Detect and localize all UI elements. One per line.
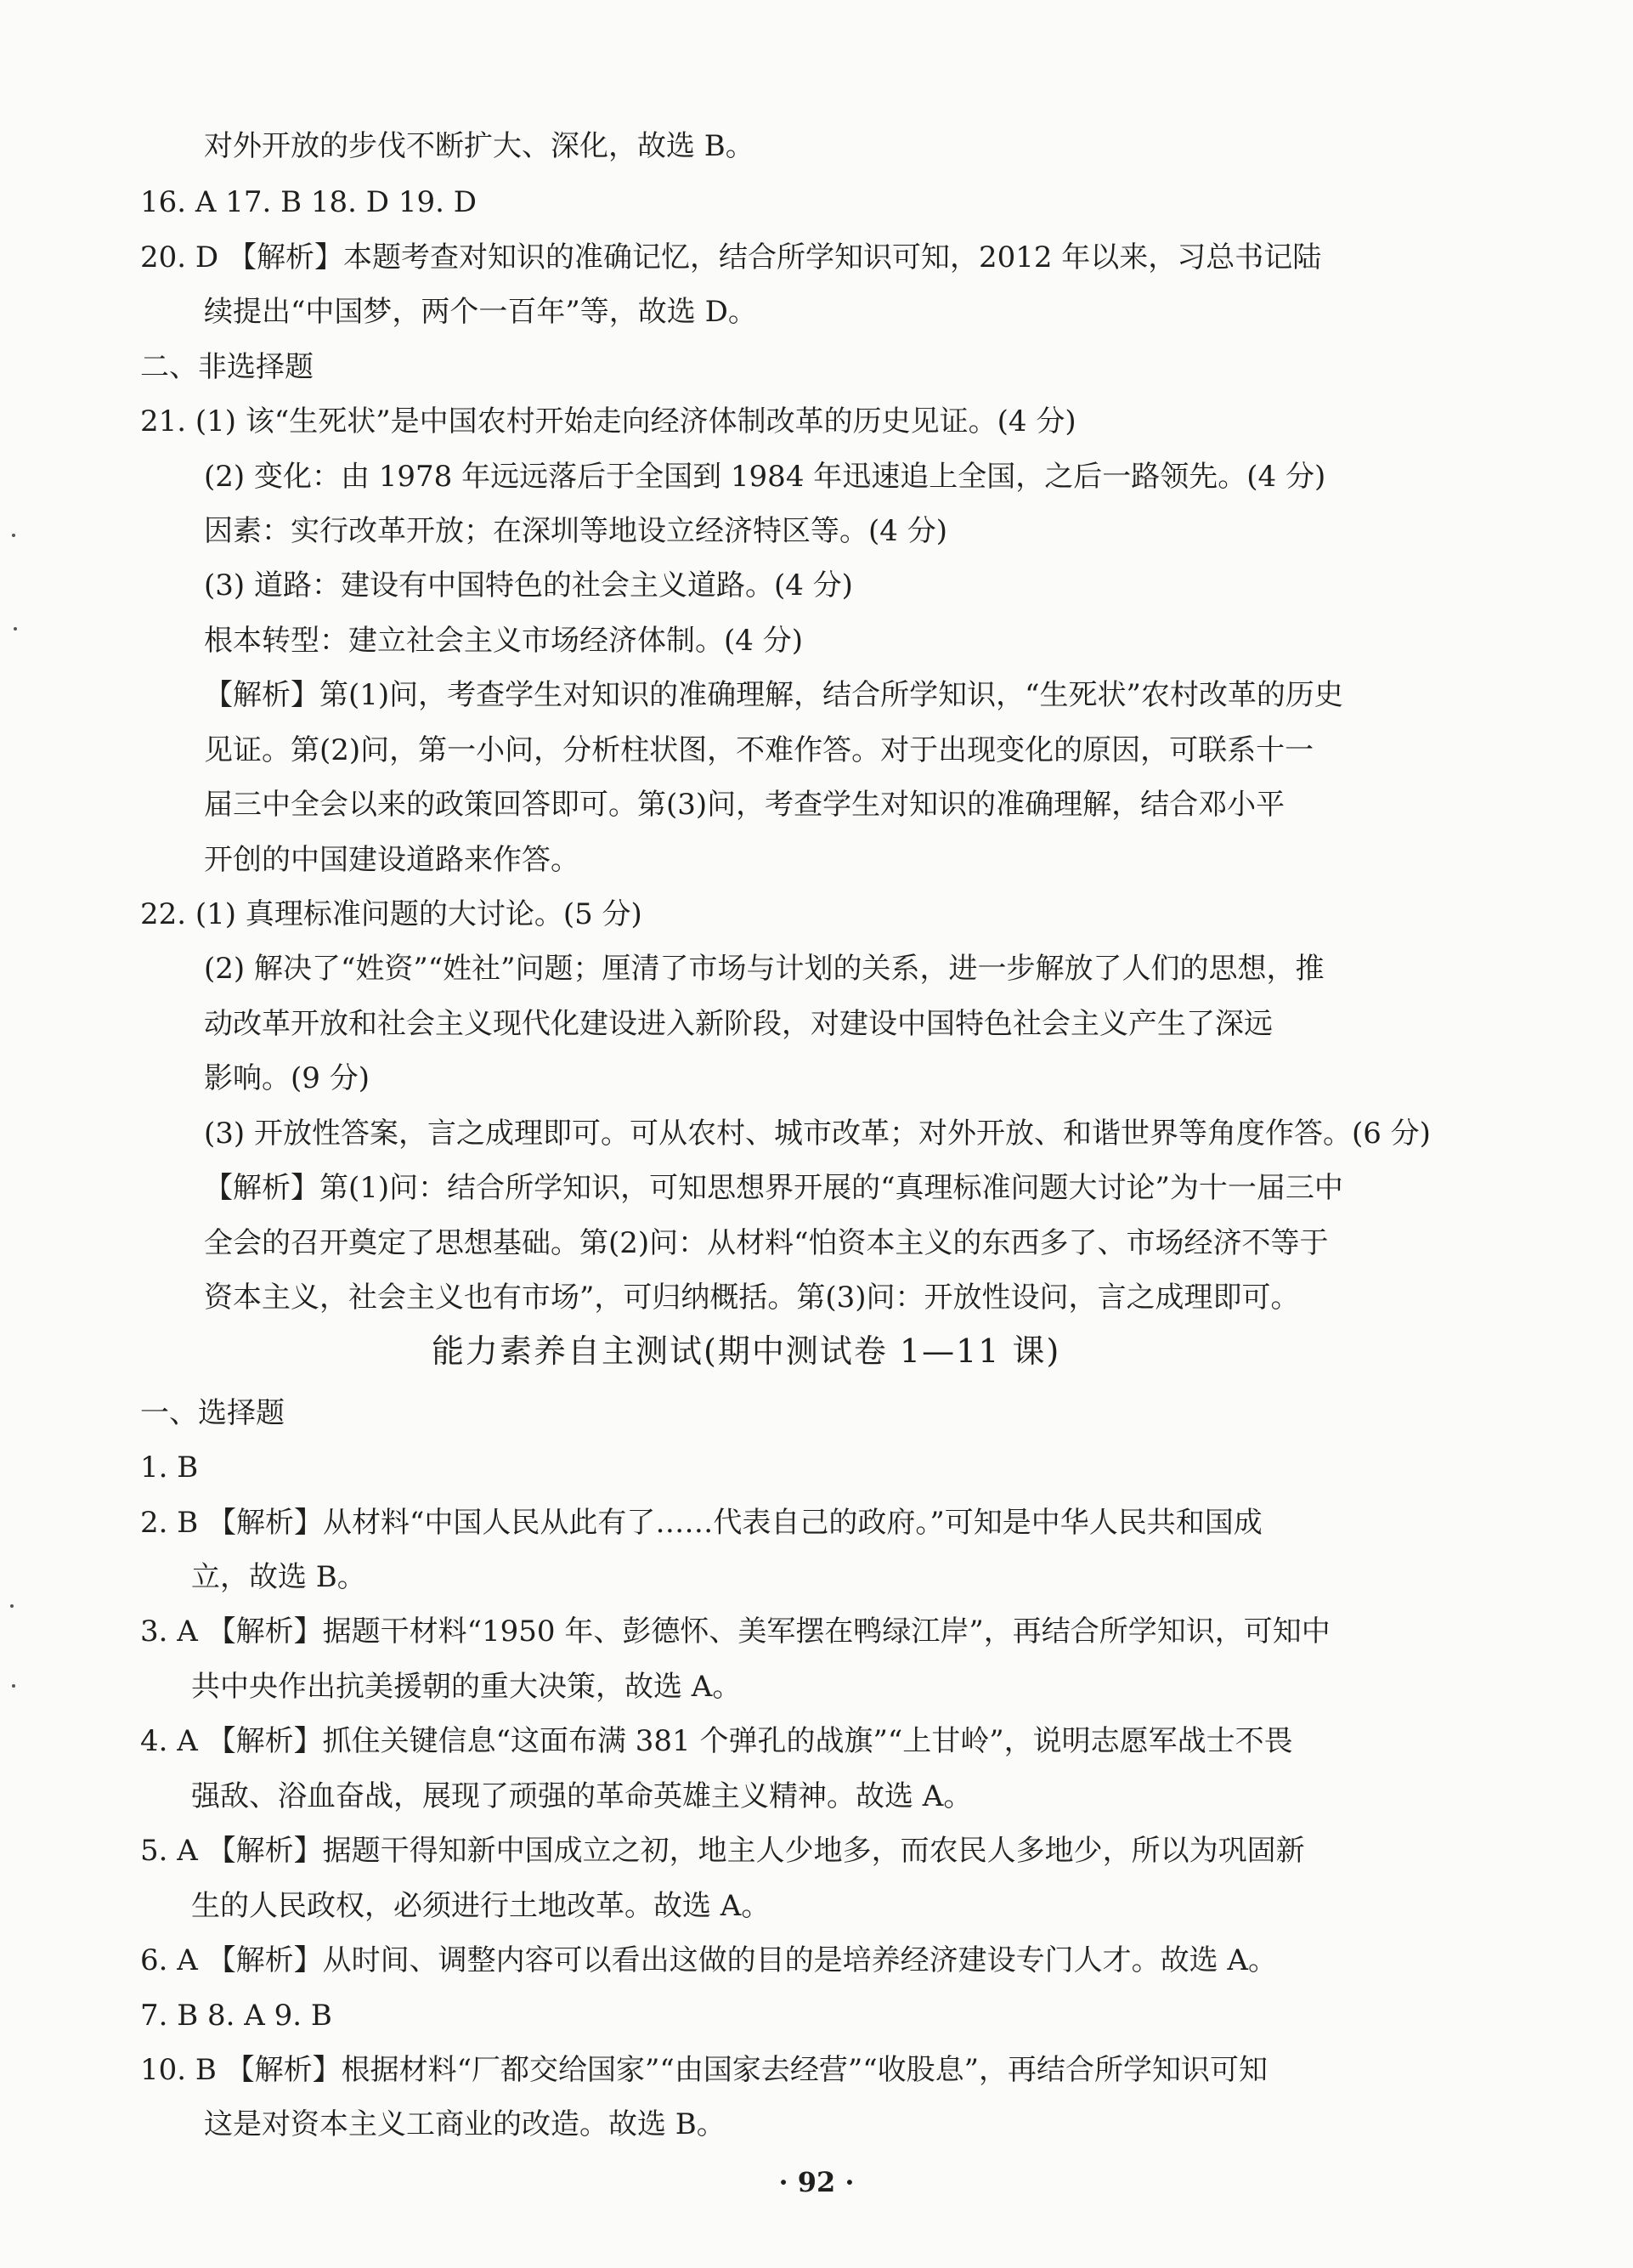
answer-line: 1. B [140,1451,199,1485]
test-title: 能力素养自主测试(期中测试卷 1—11 课) [432,1332,1061,1370]
text-line: 这是对资本主义工商业的改造。故选 B。 [204,2107,726,2141]
text-line: (3) 道路：建设有中国特色的社会主义道路。(4 分) [204,568,853,602]
answer-line: 21. (1) 该“生死状”是中国农村开始走向经济体制改革的历史见证。(4 分) [140,404,1076,438]
text-line: 开创的中国建设道路来作答。 [204,843,579,877]
answer-line: 2. B 【解析】从材料“中国人民从此有了……代表自己的政府。”可知是中华人民共和国成 [140,1506,1263,1540]
answer-line: 5. A 【解析】据题干得知新中国成立之初，地主人少地多，而农民人多地少，所以为巩固新 [140,1834,1305,1868]
text-line: 见证。第(2)问，第一小问，分析柱状图，不难作答。对于出现变化的原因，可联系十一 [204,733,1314,767]
text-line: 因素：实行改革开放；在深圳等地设立经济特区等。(4 分) [204,514,947,548]
answer-line: 10. B 【解析】根据材料“厂都交给国家”“由国家去经营”“收股息”，再结合所学知识可知 [140,2053,1268,2087]
answer-line: 16. A 17. B 18. D 19. D [140,185,477,219]
text-line: 对外开放的步伐不断扩大、深化，故选 B。 [204,129,754,163]
text-line: (3) 开放性答案，言之成理即可。可从农村、城市改革；对外开放、和谐世界等角度作答。(6 分) [204,1117,1431,1151]
scan-mark [10,1604,14,1608]
text-line: 届三中全会以来的政策回答即可。第(3)问，考查学生对知识的准确理解，结合邓小平 [204,788,1285,822]
text-line: (2) 变化：由 1978 年远远落后于全国到 1984 年迅速追上全国，之后一路领先。(4 分) [204,460,1326,494]
text-line: 全会的召开奠定了思想基础。第(2)问：从材料“怕资本主义的东西多了、市场经济不等于 [204,1226,1329,1260]
answer-line: 22. (1) 真理标准问题的大讨论。(5 分) [140,897,642,931]
page-number: · 92 · [778,2166,855,2198]
text-line: 资本主义，社会主义也有市场”，可归纳概括。第(3)问：开放性设问，言之成理即可。 [204,1281,1300,1315]
section-heading: 一、选择题 [140,1396,285,1430]
analysis-line: 【解析】第(1)问，考查学生对知识的准确理解，结合所学知识，“生死状”农村改革的历史 [204,678,1343,712]
text-line: 影响。(9 分) [204,1061,370,1095]
scan-mark [12,534,15,537]
text-line: 强敌、浴血奋战，展现了顽强的革命英雄主义精神。故选 A。 [191,1779,973,1813]
text-line: 续提出“中国梦，两个一百年”等，故选 D。 [204,295,757,329]
answer-line: 7. B 8. A 9. B [140,1999,332,2033]
section-heading: 二、非选择题 [140,350,314,384]
analysis-line: 【解析】第(1)问：结合所学知识，可知思想界开展的“真理标准问题大讨论”为十一届三中 [204,1171,1343,1205]
answer-line: 20. D 【解析】本题考查对知识的准确记忆，结合所学知识可知，2012 年以来，习总书记陆 [140,240,1322,274]
answer-line: 4. A 【解析】抓住关键信息“这面布满 381 个弹孔的战旗”“上甘岭”，说明志愿军战士不畏 [140,1724,1293,1758]
answer-line: 6. A 【解析】从时间、调整内容可以看出这做的目的是培养经济建设专门人才。故选 A。 [140,1943,1277,1977]
text-line: 共中央作出抗美援朝的重大决策，故选 A。 [191,1670,742,1704]
scan-mark [12,1684,15,1688]
text-line: 立，故选 B。 [191,1560,366,1594]
text-line: 生的人民政权，必须进行土地改革。故选 A。 [191,1889,771,1923]
text-line: (2) 解决了“姓资”“姓社”问题；厘清了市场与计划的关系，进一步解放了人们的思想，推 [204,952,1325,986]
scan-mark [14,627,17,631]
text-line: 动改革开放和社会主义现代化建设进入新阶段，对建设中国特色社会主义产生了深远 [204,1007,1273,1041]
answer-line: 3. A 【解析】据题干材料“1950 年、彭德怀、美军摆在鸭绿江岸”，再结合所学知识，可知中 [140,1615,1331,1649]
text-line: 根本转型：建立社会主义市场经济体制。(4 分) [204,624,803,658]
